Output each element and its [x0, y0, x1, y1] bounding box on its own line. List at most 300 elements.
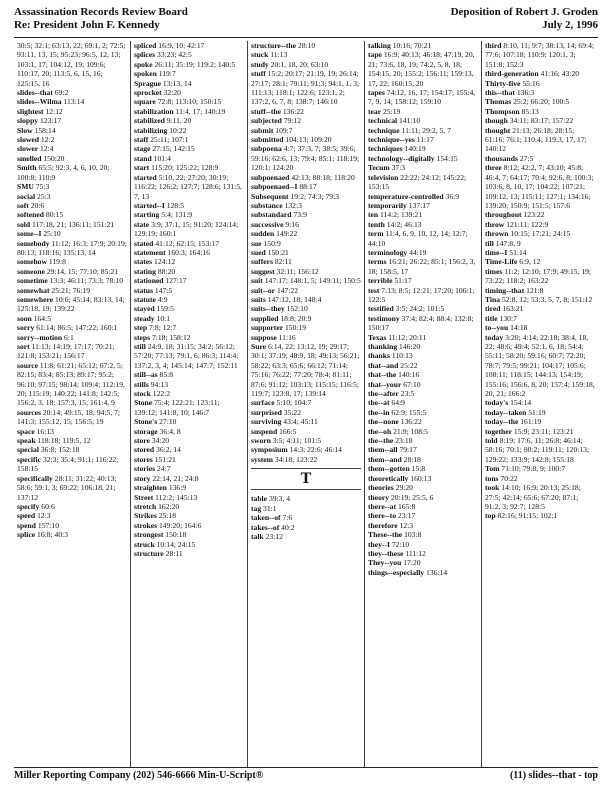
index-entry [17, 436, 127, 445]
index-entry [368, 201, 478, 210]
header-re-line: Re: President John F. Kennedy [14, 19, 160, 31]
index-refs: 12:3 [399, 520, 414, 530]
index-entry [251, 192, 361, 201]
index-term: sloppy [17, 116, 39, 126]
index-term: start [134, 163, 150, 173]
index-term: states [134, 257, 153, 267]
index-term: tenth [368, 219, 385, 229]
index-refs: 6:1 [64, 332, 74, 342]
index-refs: 82:11 [274, 257, 292, 267]
index-refs: 10:6; 45:14; 83:13, 14; 125:18, 19; 139:22 [17, 294, 125, 314]
index-term: subpoenaed [251, 172, 290, 182]
index-refs: 31:1 [263, 503, 277, 513]
index-entry [134, 436, 244, 445]
index-entry [368, 361, 478, 370]
index-refs: 11:16 [278, 332, 296, 342]
index-entry [17, 97, 127, 106]
index-entry [134, 210, 244, 219]
index-refs: 25:11; 107:1 [150, 135, 189, 145]
index-term: Stone [134, 398, 153, 408]
index-refs: 32:20 [163, 88, 181, 98]
index-refs: 10:16; 70:21 [392, 41, 432, 50]
index-refs: 11:2; 12:10; 17:9; 49:15, 19; 73:22; 118:2; 163:22 [485, 266, 592, 286]
index-refs: 122:2 [152, 389, 171, 399]
index-term: steady [134, 313, 155, 323]
index-refs: 36:9 [445, 191, 460, 201]
index-entry [485, 248, 595, 257]
index-columns [14, 41, 598, 768]
index-refs: 24:9, 18; 31:15; 34:2; 56:12; 57:20; 77:13; 79:1, 6; 86:3; 114:4; 137:2, 3, 4; 145:14; 147:7; 152:11 [134, 342, 239, 370]
index-term: symposium [251, 445, 288, 455]
index-entry [368, 351, 478, 360]
index-entry [368, 511, 478, 520]
index-entry [17, 511, 127, 520]
index-term: together [485, 426, 512, 436]
index-term: thousands [485, 153, 518, 163]
index-entry [251, 50, 361, 59]
index-refs: 160:13 [410, 473, 432, 483]
index-entry [134, 88, 244, 97]
index-entry [251, 220, 361, 229]
footer-page-range: (11) slides--that - top [509, 770, 598, 781]
index-entry [134, 304, 244, 313]
index-entry [485, 107, 595, 116]
index-entry [368, 126, 478, 135]
index-term: SMU [17, 182, 34, 192]
index-term: sue [251, 238, 262, 248]
index-term: speed [17, 511, 36, 521]
index-entry [134, 549, 244, 558]
index-term: stabilized [134, 116, 165, 126]
section-letter: T [251, 468, 361, 490]
index-term: strokes [134, 520, 158, 530]
index-term: speak [17, 436, 36, 446]
index-refs: 16:13 [36, 426, 54, 436]
index-refs: 146:20 [399, 342, 421, 351]
index-term: technique [368, 125, 400, 135]
index-entry [368, 464, 478, 473]
index-term: Sure [251, 342, 267, 351]
index-refs: 40:2 [281, 522, 295, 532]
index-term: this--that [485, 88, 515, 98]
index-refs: 72:8; 113:10; 150:15 [157, 97, 222, 107]
index-term: story [134, 473, 151, 483]
index-entry [368, 445, 478, 454]
index-refs: 16:9; 40:13; 46:18; 47:19, 20, 21; 73:6, 18, 19; 74:2, 5, 8, 18; 154:15, 20; 155:2; 156:11; 159:13, 17, 22; 160:15, 20 [368, 50, 475, 88]
index-term: Time-Life [485, 257, 518, 267]
index-entry [251, 41, 361, 50]
index-refs: 25:18 [158, 511, 176, 521]
index-term: stories [134, 464, 156, 474]
index-term: space [17, 426, 35, 436]
index-entry [17, 521, 127, 530]
index-term: suit--or [251, 285, 276, 295]
index-entry [485, 304, 595, 313]
index-refs: 11:13; 14:19; 17:17; 70:21; 121:8; 153:21; 156:17 [17, 342, 115, 361]
index-entry [485, 408, 595, 417]
index-refs: 36:2, 14 [156, 445, 181, 455]
index-entry [134, 257, 244, 266]
index-refs: 15:8 [411, 464, 426, 474]
index-term: suit [251, 276, 263, 286]
index-refs: 85:13 [521, 106, 539, 116]
index-term: slightest [17, 106, 44, 116]
index-term: the--after [368, 389, 399, 399]
index-term: stored [134, 445, 155, 455]
index-term: third-generation [485, 69, 539, 79]
index-entry [251, 513, 361, 522]
index-refs: 10:14; 24:15 [156, 539, 196, 549]
index-entry [17, 154, 127, 163]
index-term: somehow [17, 257, 47, 267]
index-refs: 7:13; 8:5; 12:21; 17:20; 106:1; 122:5 [368, 285, 475, 304]
index-term: they--these [368, 548, 404, 558]
index-entry [251, 304, 361, 313]
index-entry [17, 455, 127, 474]
index-term: specify [17, 501, 40, 511]
index-entry [134, 163, 244, 172]
index-entry [485, 333, 595, 399]
index-term: spoke [134, 59, 153, 69]
index-entry [368, 286, 478, 305]
index-entry [134, 116, 244, 125]
index-term: started [134, 172, 157, 182]
index-refs: 136:22 [282, 106, 304, 116]
index-refs: 147:12, 18; 148:4 [267, 294, 322, 304]
index-entry [17, 135, 127, 144]
index-entry [251, 532, 361, 541]
index-entry [134, 276, 244, 285]
index-term: suggest [251, 266, 275, 276]
index-term: source [17, 360, 38, 370]
index-entry [134, 79, 244, 88]
index-term: Stone's [134, 417, 158, 427]
index-refs: 12:2 [40, 135, 55, 145]
index-term: some--I [17, 229, 42, 239]
index-term: test [368, 285, 380, 295]
index-entry [251, 173, 361, 182]
index-refs: 11:4, 6, 9, 10, 12, 14; 12:7; 44:10 [368, 229, 468, 248]
index-refs: 123:22 [523, 210, 545, 220]
index-refs: 73:9 [293, 210, 307, 220]
index-term: though [485, 116, 508, 126]
index-refs: 147:8, 9 [495, 238, 521, 248]
index-term: third [485, 41, 502, 50]
index-entry [134, 398, 244, 417]
index-refs: 20:14; 49:15, 18; 94:5, 7; 141:3; 155:12, 15; 156:5, 19 [17, 407, 121, 427]
index-refs: 34:11; 83:17; 157:22 [509, 116, 574, 126]
index-term: tape [368, 50, 382, 60]
index-term: things--especially [368, 567, 425, 577]
index-term: suits [251, 294, 266, 304]
header-deposition-title: Deposition of Robert J. Groden [450, 6, 598, 18]
index-refs: 28:10 [297, 41, 316, 50]
index-entry [134, 267, 244, 276]
index-term: sources [17, 407, 41, 417]
index-entry [17, 276, 127, 285]
index-term: square [134, 97, 156, 107]
index-refs: 65:5; 92:3, 4, 6, 10, 20; 100:8; 110:9 [17, 163, 110, 182]
index-refs: 150:20 [43, 153, 65, 163]
index-refs: 154:14 [510, 398, 532, 408]
index-refs: 5:10, 22; 27:20; 30:19; 116:22; 126:2; 127:7; 128:6; 131:5, 7, 13 [134, 172, 242, 201]
index-term: stabilization [134, 106, 174, 116]
index-entry [368, 417, 478, 426]
index-entry [485, 483, 595, 511]
index-refs: 75:3 [35, 182, 50, 192]
index-refs: 157:10 [37, 520, 60, 530]
index-refs: 162:20 [158, 501, 180, 511]
index-term: that--and [368, 360, 399, 370]
header-rule [14, 37, 598, 38]
index-entry [17, 408, 127, 427]
index-refs: 64:9 [391, 398, 405, 408]
header-board-name: Assassination Records Review Board [14, 6, 188, 18]
index-entry [251, 126, 361, 135]
index-term: sorry [17, 323, 35, 333]
index-refs: 136:14 [426, 567, 448, 577]
index-entry [368, 474, 478, 483]
index-entry [251, 295, 361, 304]
index-refs: 20:19; 25:5, 6 [391, 492, 434, 502]
index-refs: 17:20 [403, 558, 421, 568]
index-entry [368, 558, 478, 567]
index-refs: 23:12 [265, 531, 283, 541]
index-refs: 22:14, 21; 24:8 [152, 473, 199, 483]
index-term: suits--they [251, 304, 285, 314]
index-entry [368, 41, 478, 50]
index-entry [251, 276, 361, 285]
index-refs: 11:12; 16:3; 17:9; 20:19; 80:13; 118:16; 135:13, 14 [17, 238, 127, 257]
index-entry [17, 427, 127, 436]
index-refs: 3:20; 4:14; 22:18; 38:4, 18, 22; 48:6; 49:4; 52:1, 6, 18; 54:4; 55:11; 58:20; 59:16; 60:7; 72:20; 78:7; 79:5; 99:21; 104:17; 105:6; 108:11; 118:15; 144:13; 154:19; 155:16; 156:6, 8, 20; 157:4; 159:18, 20, 21; 166:2 [485, 332, 595, 399]
index-refs: 151:21 [154, 454, 176, 464]
index-term: strongest [134, 530, 164, 540]
index-term: ten [368, 210, 379, 220]
index-term: step [134, 323, 148, 333]
index-refs: 10:1 [156, 313, 171, 323]
index-entry [485, 511, 595, 520]
index-refs: 8:12; 42:2, 7; 43:10; 45:8; 46:4, 7; 64:17; 70:4; 92:6, 8; 100:3; 103:6, 8, 10, 17; 104:22; 107:21; 109:12, 13; 115:11; 127:1; 134:16; 139:20; 150:9; 151:5; 157:6 [485, 163, 594, 210]
index-entry [134, 201, 244, 210]
index-refs: 104:13; 109:20 [285, 135, 332, 145]
index-refs: 29:20 [395, 483, 413, 493]
index-entry [368, 521, 478, 530]
index-entry [368, 229, 478, 248]
index-refs: 34:18; 123:22 [274, 454, 318, 464]
index-refs: 42:13; 88:18; 118:20 [291, 172, 355, 182]
index-refs: 41:12; 62:15; 153:17 [155, 238, 220, 248]
index-term: to--you [485, 323, 509, 333]
index-term: submit [251, 125, 274, 135]
index-refs: 10:15; 17:21; 24:15 [510, 229, 571, 239]
index-entry [17, 116, 127, 125]
index-term: stills [134, 379, 149, 389]
index-refs: 32:11; 156:12 [276, 266, 319, 276]
index-entry [368, 380, 478, 389]
index-entry [485, 286, 595, 295]
index-term: them--gotten [368, 464, 410, 474]
index-entry [17, 530, 127, 539]
index-entry [251, 60, 361, 69]
index-refs: 79:12 [283, 116, 302, 126]
index-entry [368, 549, 478, 558]
index-term: thought [485, 125, 511, 135]
index-entry [485, 210, 595, 219]
index-refs: 35:22 [283, 407, 302, 417]
index-term: tons [485, 473, 499, 483]
index-term: suspend [251, 426, 278, 436]
index-entry [251, 116, 361, 125]
index-entry [134, 370, 244, 379]
index-entry [251, 342, 361, 398]
index-refs: 13:3; 46:11; 73:3; 78:10 [49, 276, 124, 286]
index-refs: 94:13 [150, 379, 168, 389]
index-entry [134, 333, 244, 342]
index-term: subjected [251, 116, 282, 126]
index-term: temporarily [368, 200, 407, 210]
index-term: specific [17, 454, 42, 464]
index-entry [485, 79, 595, 88]
index-refs: 15:2; 20:17; 21:19, 19; 26:14; 27:17; 28:1; 79:11; 91:3; 94:1, 1, 3; 111:13; 118:1; 122:6; 123:1, 2; 137:2, 6, 7, 8; 138:7; 146:10 [251, 69, 360, 107]
footer-rule [14, 767, 598, 768]
index-entry [17, 342, 127, 361]
index-entry [17, 502, 127, 511]
index-term: sued [251, 247, 266, 257]
index-entry [368, 304, 478, 313]
index-refs: 16:9, 10; 42:17 [158, 41, 205, 50]
index-refs: 147:5 [154, 285, 173, 295]
index-entry [485, 427, 595, 436]
index-entry [485, 69, 595, 78]
index-refs: 14:10; 16:9; 20:13; 25:18; 27:5; 42:14; 65:6; 67:20; 87:1; 91:2, 3; 92:7; 128:5 [485, 483, 581, 511]
index-term: terminology [368, 247, 408, 257]
index-refs: 25:21; 76:19 [51, 285, 90, 295]
index-term: subpoenaed--I [251, 182, 298, 192]
index-term: table [251, 494, 268, 504]
index-refs: 159:5 [156, 304, 174, 314]
index-refs: 27:10 [159, 417, 177, 427]
index-term: somewhat [17, 285, 50, 295]
index-refs: 62:9; 155:5 [391, 407, 427, 417]
index-entry [368, 568, 478, 577]
index-entry [251, 523, 361, 532]
index-refs: 36:8; 152:18 [40, 445, 80, 455]
index-entry [134, 295, 244, 304]
index-term: tapes [368, 88, 385, 98]
index-term: still [134, 342, 146, 351]
index-refs: 44:19 [409, 247, 427, 257]
index-term: storage [134, 426, 158, 436]
index-term: spliced [134, 41, 157, 50]
index-term: tired [485, 304, 501, 314]
index-entry [485, 257, 595, 266]
index-term: still--as [134, 370, 158, 380]
index-term: specifically [17, 473, 53, 483]
index-entry [251, 107, 361, 116]
index-entry [17, 361, 127, 408]
index-term: Tecum [368, 163, 390, 173]
index-refs: 88:17 [299, 182, 317, 192]
index-term: Thirty-five [485, 78, 521, 88]
index-entry [251, 323, 361, 332]
index-entry [134, 380, 244, 389]
index-term: today--the [485, 417, 519, 427]
index-refs: 25:19 [382, 106, 401, 116]
index-term: theory [368, 492, 390, 502]
index-entry [368, 257, 478, 276]
index-term: stabilizing [134, 125, 168, 135]
index-entry [368, 314, 478, 333]
index-entry [134, 427, 244, 436]
index-refs: 141:10 [399, 116, 421, 126]
header-left [14, 6, 188, 32]
index-term: Sprague [134, 78, 162, 88]
index-refs: 36:4, 8 [159, 426, 181, 436]
index-term: Street [134, 492, 154, 502]
index-term: surface [251, 398, 275, 408]
index-entry [251, 229, 361, 238]
index-entry [485, 474, 595, 483]
index-term: techniques [368, 144, 403, 154]
index-entry [17, 144, 127, 153]
index-refs: 3:5; 4:11; 101:5 [272, 436, 321, 446]
index-term: three [485, 163, 502, 173]
index-entry [485, 267, 595, 286]
index-refs: 4:9 [157, 294, 168, 304]
index-term: successive [251, 219, 284, 229]
index-refs: 27:5 [519, 153, 534, 163]
index-term: them--and [368, 454, 402, 464]
index-term: structure [134, 548, 164, 558]
index-refs: 119:7 [158, 69, 176, 79]
index-refs: 23:5 [400, 389, 415, 399]
index-term: stationed [134, 276, 164, 286]
index-refs: 15:9; 23:11; 123:21 [513, 426, 574, 436]
index-term: splice [17, 530, 36, 540]
index-term: staff [134, 135, 149, 145]
index-entry [251, 135, 361, 144]
index-entry [134, 239, 244, 248]
index-term: spend [17, 520, 36, 530]
index-entry [17, 182, 127, 191]
index-refs: 20:6 [30, 200, 45, 210]
index-refs: 20:1, 18, 20; 63:10 [270, 59, 329, 69]
index-refs: 7:6 [282, 513, 293, 523]
index-term: Texas [368, 332, 387, 342]
index-refs: 8:10, 11; 9:7; 38:13, 14; 69:4; 77:6; 107:18; 110:9; 120:1, 3; 151:8; 152:3 [485, 41, 595, 69]
index-term: title [485, 313, 498, 323]
index-entry [17, 314, 127, 323]
index-term: somewhere [17, 294, 54, 304]
index-term: starting [134, 210, 160, 220]
index-entry [368, 107, 478, 116]
index-term: talking [368, 41, 391, 50]
index-refs: 21:9; 108:5 [393, 426, 428, 436]
index-term: the--none [368, 417, 399, 427]
index-term: till [485, 238, 494, 248]
index-refs: 60:6 [41, 501, 55, 511]
index-refs: 127:17 [165, 276, 187, 286]
index-refs: 6:9, 12 [519, 257, 541, 267]
index-refs: 160:3; 164:16 [167, 247, 210, 257]
index-entry [251, 201, 361, 210]
index-entry [485, 314, 595, 323]
index-refs: 128:5 [166, 200, 185, 210]
index-refs: 121:11; 122:9 [506, 219, 549, 229]
index-entry [134, 126, 244, 135]
index-entry [134, 483, 244, 492]
